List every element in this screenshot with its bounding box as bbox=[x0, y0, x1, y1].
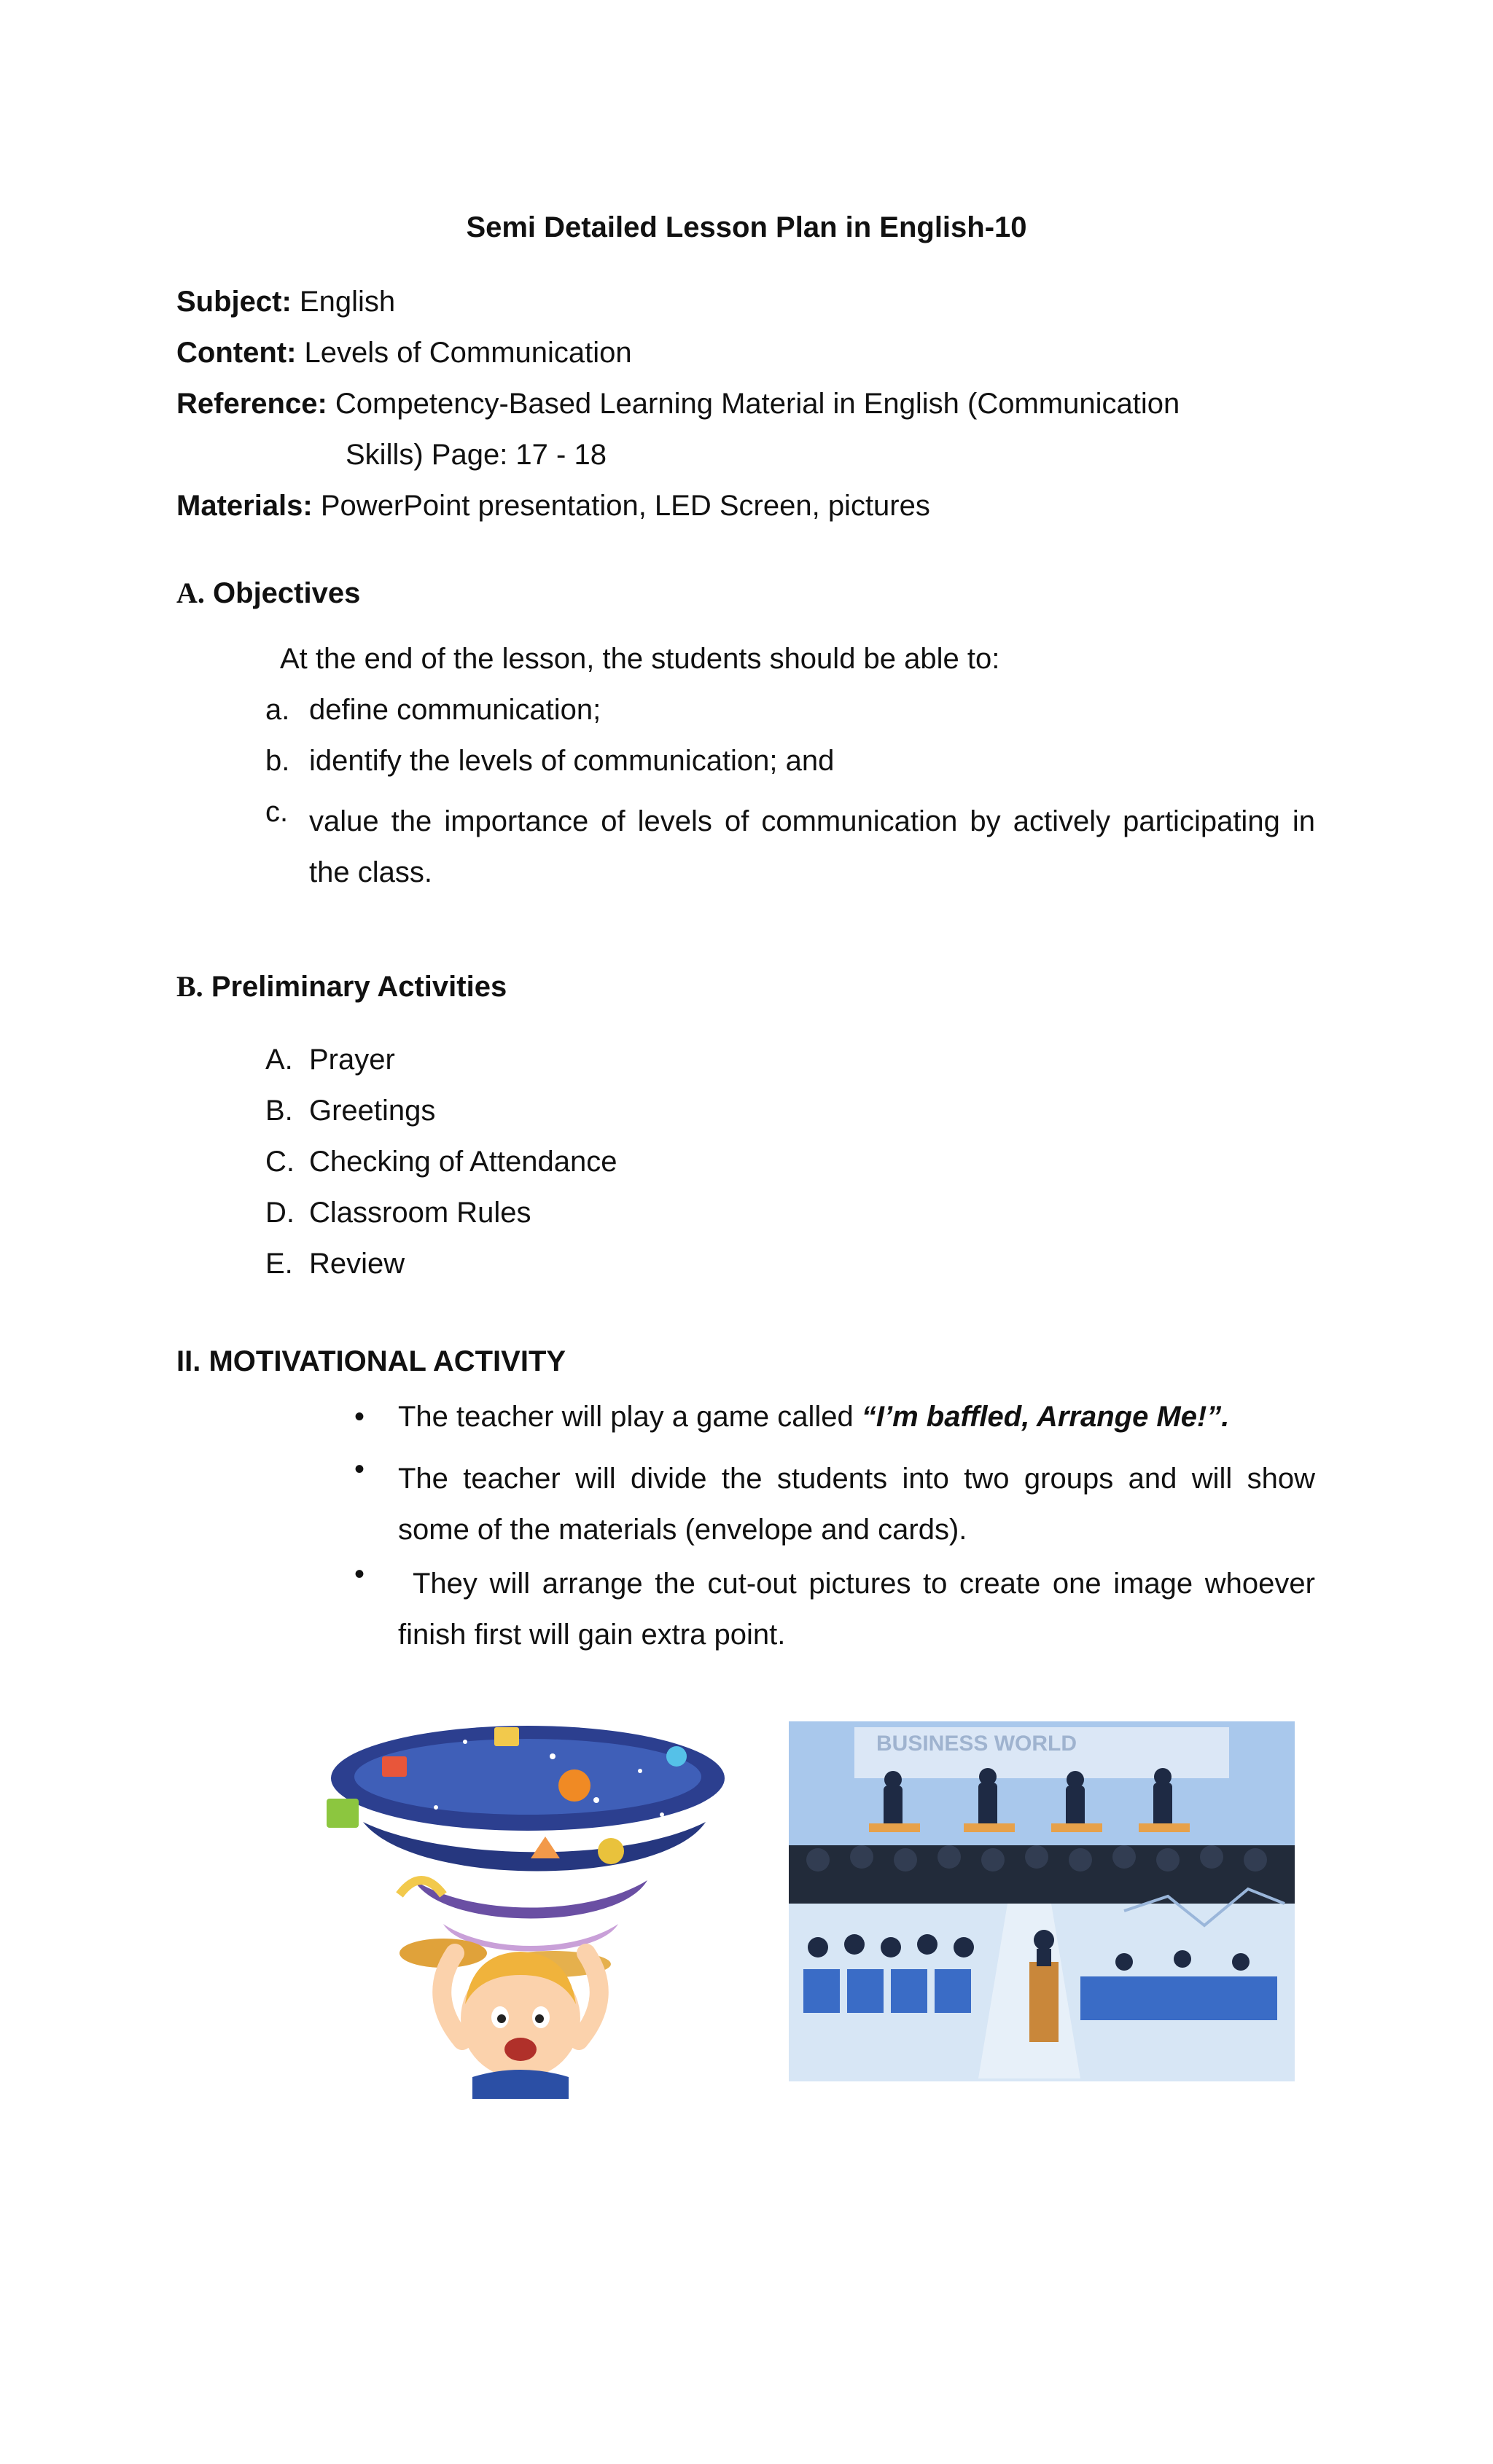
bullet-dot: • bbox=[354, 1558, 365, 1590]
activity-marker: A. bbox=[265, 1044, 293, 1076]
subject-line bbox=[176, 286, 395, 318]
activity-marker: B. bbox=[265, 1095, 293, 1127]
objective-item: value the importance of levels of communication by actively participating in the class. bbox=[309, 805, 1315, 888]
objective-marker: b. bbox=[265, 745, 290, 777]
subject-label: Subject: bbox=[176, 286, 292, 318]
objectives-letter: A. bbox=[176, 576, 205, 609]
preliminary-letter: B. bbox=[176, 970, 203, 1003]
objective-item: define communication; bbox=[309, 694, 601, 726]
objective-marker: c. bbox=[265, 796, 289, 828]
objectives-heading bbox=[176, 576, 360, 610]
activity-item: Prayer bbox=[309, 1044, 395, 1076]
content-line bbox=[176, 337, 632, 369]
objectives-heading-text: Objectives bbox=[213, 577, 361, 609]
bullet-1-text: The teacher will play a game called bbox=[398, 1401, 862, 1433]
reference-label: Reference: bbox=[176, 388, 327, 420]
game-name: “I’m baffled, Arrange Me!”. bbox=[861, 1401, 1230, 1433]
preliminary-heading bbox=[176, 969, 507, 1004]
business-world-sign: BUSINESS WORLD bbox=[876, 1732, 1077, 1756]
bullet-dot: • bbox=[354, 1453, 365, 1485]
motivational-bullet-2: The teacher will divide the students into two groups and will show some of the materials (envelope and cards). bbox=[398, 1463, 1315, 1546]
activity-item: Review bbox=[309, 1248, 405, 1280]
content-label: Content: bbox=[176, 337, 297, 369]
materials-value: PowerPoint presentation, LED Screen, pictures bbox=[320, 490, 930, 522]
activity-marker: E. bbox=[265, 1248, 293, 1280]
motivational-heading: II. MOTIVATIONAL ACTIVITY bbox=[176, 1345, 566, 1377]
materials-label: Materials: bbox=[176, 490, 313, 522]
child-imagination-illustration bbox=[312, 1713, 744, 2099]
activity-marker: C. bbox=[265, 1146, 295, 1178]
reference-value: Competency-Based Learning Material in English (Communication bbox=[335, 388, 1180, 420]
reference-value-continued: Skills) Page: 17 - 18 bbox=[346, 439, 607, 471]
objective-marker: a. bbox=[265, 694, 290, 726]
document-title: Semi Detailed Lesson Plan in English-10 bbox=[466, 211, 1027, 243]
objectives-intro: At the end of the lesson, the students should be able to: bbox=[280, 643, 1000, 675]
motivational-bullet-3: They will arrange the cut-out pictures to create one image whoever finish first will gain extra point. bbox=[398, 1568, 1315, 1651]
activity-marker: D. bbox=[265, 1197, 295, 1229]
reference-line bbox=[176, 388, 1180, 421]
business-conference-illustration bbox=[789, 1721, 1295, 2081]
subject-value: English bbox=[299, 286, 396, 318]
activity-item: Classroom Rules bbox=[309, 1197, 531, 1229]
objective-item: identify the levels of communication; and bbox=[309, 745, 835, 777]
content-value: Levels of Communication bbox=[304, 337, 632, 369]
activity-item: Checking of Attendance bbox=[309, 1146, 617, 1178]
preliminary-heading-text: Preliminary Activities bbox=[211, 971, 507, 1003]
materials-line bbox=[176, 490, 930, 523]
bullet-dot: • bbox=[354, 1401, 365, 1433]
activity-item: Greetings bbox=[309, 1095, 436, 1127]
motivational-bullet-1 bbox=[398, 1401, 1315, 1434]
